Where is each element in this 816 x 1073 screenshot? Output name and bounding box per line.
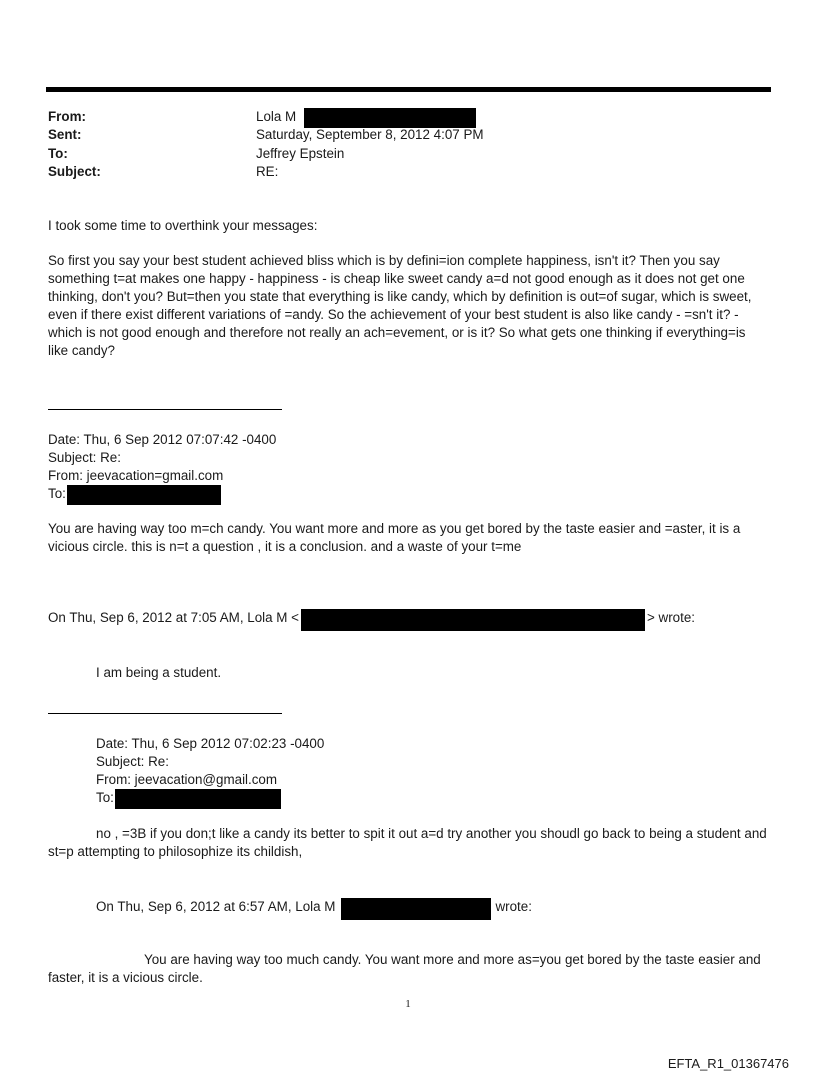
attribution2-suffix: wrote: — [495, 899, 532, 914]
intro-line: I took some time to overthink your messages: — [48, 218, 318, 233]
final-quote: You are having way too much candy. You want more and more as=you get bored by the taste easier and faster, it is a vicious circle. — [48, 952, 761, 985]
quoted1-to — [48, 485, 221, 505]
redaction-block — [341, 898, 491, 920]
quoted2-message: no , =3B if you don;t like a candy its better to spit it out a=d try another you shoudl go back to being a student and st=p attempting to philosophize its childish, — [48, 826, 767, 859]
from-name: Lola M — [256, 109, 297, 124]
to-label: To: — [48, 146, 68, 161]
attribution1 — [48, 609, 695, 631]
to-value: Jeffrey Epstein — [256, 146, 345, 161]
subject-label: Subject: — [48, 164, 101, 179]
attribution1-prefix: On Thu, Sep 6, 2012 at 7:05 AM, Lola M < — [48, 610, 299, 625]
quoted2-from: From: jeevacation@gmail.com — [96, 772, 278, 787]
page-number: 1 — [405, 998, 411, 1010]
redaction-block — [67, 485, 221, 505]
header-rule — [46, 87, 771, 92]
quoted2-to — [96, 789, 281, 809]
sent-value: Saturday, September 8, 2012 4:07 PM — [256, 127, 484, 142]
redaction-block — [301, 609, 645, 631]
redaction-block — [115, 789, 281, 809]
attribution1-suffix: > wrote: — [647, 610, 696, 625]
quoted1-message: You are having way too m=ch candy. You want more and more as you get bored by the taste easier and =aster, it is a vicious circle. this is n=t a question , it is a conclusion. and a waste of your t=me — [48, 521, 741, 554]
from-label: From: — [48, 109, 86, 124]
quoted1-subject: Subject: Re: — [48, 450, 121, 465]
separator-line — [48, 409, 282, 410]
sent-label: Sent: — [48, 127, 82, 142]
separator-line — [48, 713, 282, 714]
quoted2-date: Date: Thu, 6 Sep 2012 07:02:23 -0400 — [96, 736, 325, 751]
subject-value: RE: — [256, 164, 279, 179]
quoted1-to-label: To: — [48, 486, 66, 501]
quoted2-to-label: To: — [96, 790, 114, 805]
from-value — [256, 108, 476, 128]
student-line: I am being a student. — [96, 665, 222, 680]
attribution2 — [96, 898, 532, 920]
redaction-block — [304, 108, 476, 128]
attribution2-prefix: On Thu, Sep 6, 2012 at 6:57 AM, Lola M — [96, 899, 336, 914]
quoted2-subject: Subject: Re: — [96, 754, 169, 769]
quoted1-date: Date: Thu, 6 Sep 2012 07:07:42 -0400 — [48, 432, 277, 447]
quoted1-from: From: jeevacation=gmail.com — [48, 468, 224, 483]
document-id: EFTA_R1_01367476 — [667, 1056, 789, 1071]
main-paragraph: So first you say your best student achieved bliss which is by defini=ion complete happiness, isn't it? Then you say something t=at makes one happy - happiness - is cheap like sweet candy a=d not good enough as it does not get one thinking, don't you? But=then you state that everything is like candy, which by definition is out=of sugar, which is sweet, even if there exist different variations of =andy. So the achievement of your best student is also like candy - =sn't it? - which is not good enough and therefore not really an ach=evement, or is it? So what gets one thinking if everything=is like candy? — [48, 253, 752, 358]
